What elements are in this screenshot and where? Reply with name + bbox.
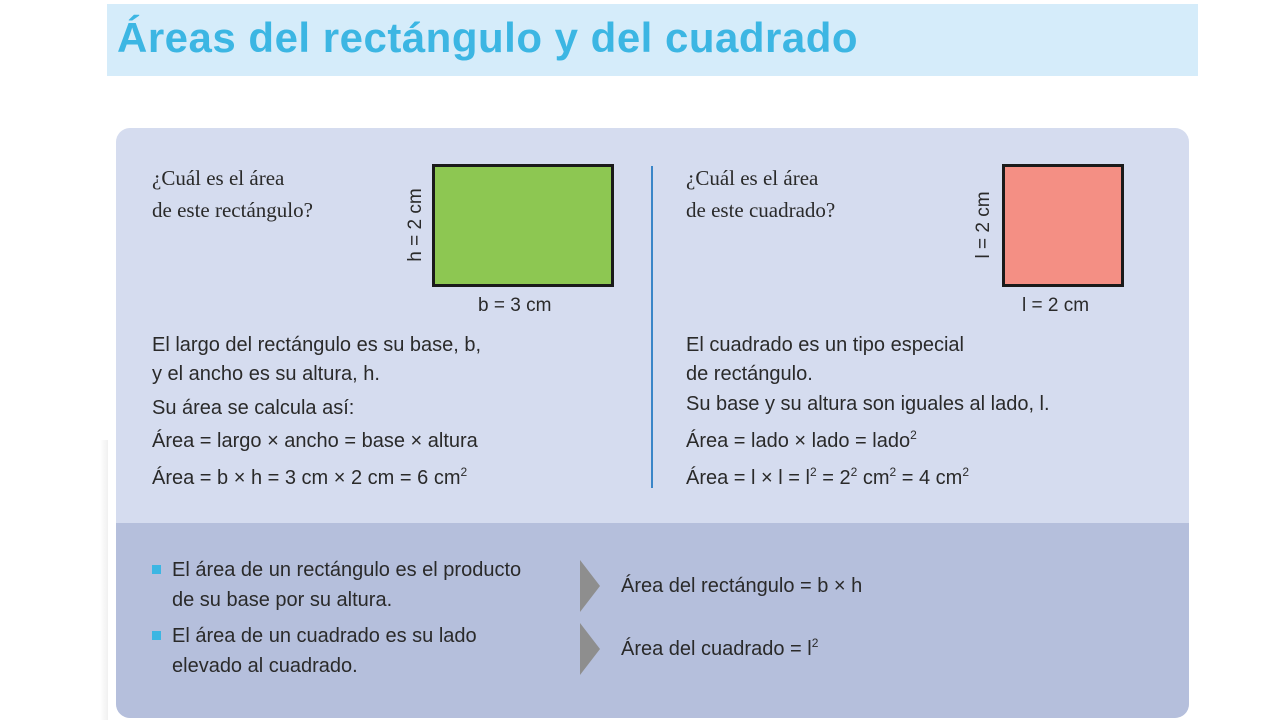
rect-text-line1: El largo del rectángulo es su base, b, (152, 334, 482, 356)
square-text-line1: El cuadrado es un tipo especial (686, 334, 964, 356)
bullet-icon (152, 565, 161, 574)
summary-item1-line1: El área de un rectángulo es el producto (172, 559, 522, 581)
rect-text-line3: Su área se calcula así: (152, 397, 355, 419)
rect-formula-1: Área = largo × ancho = base × altura (152, 430, 478, 452)
rect-text-line2: y el ancho es su altura, h. (152, 363, 380, 385)
square-text-line2: de rectángulo. (686, 363, 813, 385)
square-side-label-bottom: l = 2 cm (1022, 295, 1090, 316)
column-divider (651, 166, 653, 488)
square-side-label-vertical: l = 2 cm (973, 191, 994, 259)
summary-item2-line1: El área de un cuadrado es su lado (172, 625, 477, 647)
square-question-line2: de este cuadrado? (686, 198, 836, 222)
square-text-line3: Su base y su altura son iguales al lado, l. (686, 393, 1050, 415)
page-edge-shadow (100, 440, 108, 720)
rect-question-line1: ¿Cuál es el área (152, 166, 285, 190)
pink-square-figure (1002, 164, 1124, 287)
rect-formula-2: Área = b × h = 3 cm × 2 cm = 6 $cm^2$ (152, 465, 468, 489)
bullet-icon (152, 631, 161, 640)
summary-item1-formula: Área del rectángulo = b × h (621, 575, 863, 597)
rect-question-line2: de este rectángulo? (152, 198, 313, 222)
arrow-right-icon (580, 560, 600, 612)
square-formula-2: Área = $l \times l = l^2 = 2^2$ $cm^2 = 4$ $cm^2$ (686, 465, 969, 489)
rect-base-label: b = 3 cm (478, 295, 552, 316)
summary-item2-formula: Área del cuadrado = $l^2$ (621, 636, 819, 660)
content-panel (116, 128, 1189, 718)
green-rectangle-figure (432, 164, 614, 287)
summary-item2-line2: elevado al cuadrado. (172, 655, 358, 677)
square-formula-1: Área = lado × lado = lado$^2$ (686, 428, 917, 452)
rect-height-label: h = 2 cm (405, 188, 426, 262)
summary-band (116, 523, 1189, 718)
page-title: Áreas del rectángulo y del cuadrado (117, 14, 859, 61)
arrow-right-icon (580, 623, 600, 675)
summary-item1-line2: de su base por su altura. (172, 589, 393, 611)
square-question-line1: ¿Cuál es el área (686, 166, 819, 190)
